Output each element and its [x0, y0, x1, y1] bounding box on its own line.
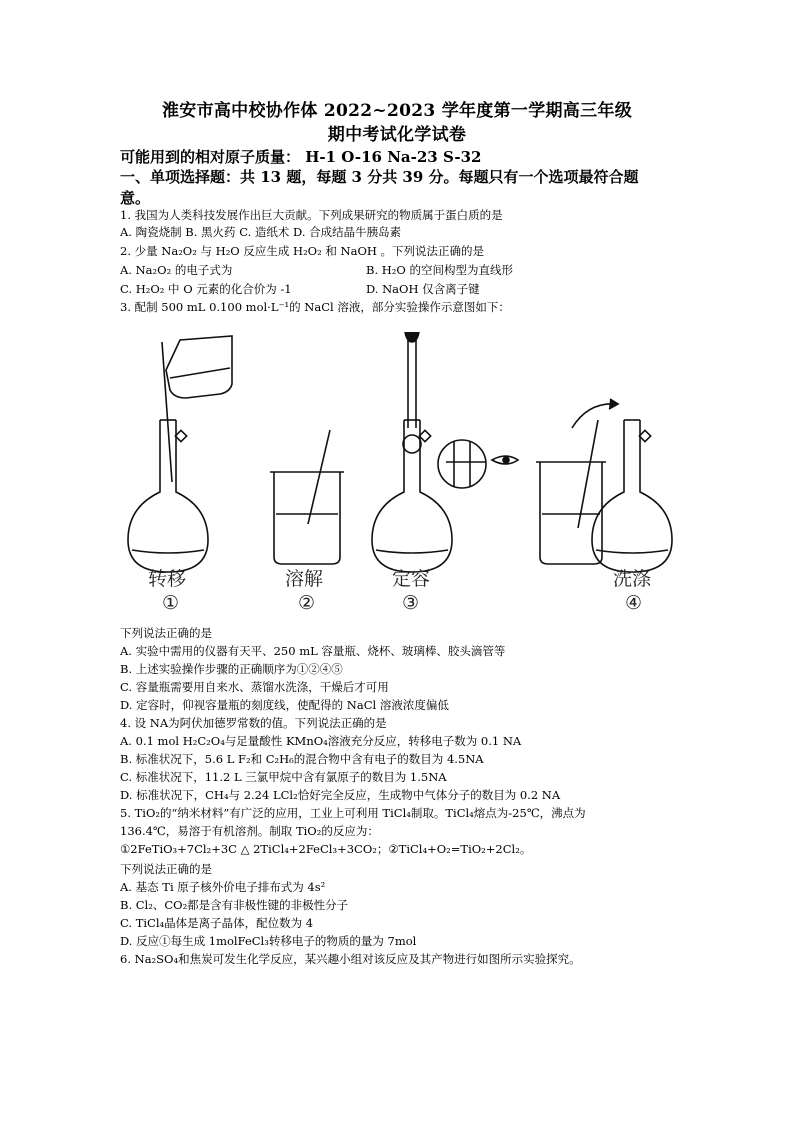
q5-stem1: 5. TiO₂的“纳米材料”有广泛的应用，工业上可利用 TiCl₄制取。TiCl₄熔点为-25℃，沸点为 — [120, 806, 586, 820]
q5-option-d: D. 反应①每生成 1molFeCl₃转移电子的物质的量为 7mol — [120, 934, 417, 948]
tilted-beaker — [166, 336, 232, 398]
q5-question: 下列说法正确的是 — [120, 862, 212, 876]
q2-stem: 2. 少量 Na₂O₂ 与 H₂O 反应生成 H₂O₂ 和 NaOH 。下列说法正确的是 — [120, 244, 485, 258]
wash-beaker — [536, 420, 606, 564]
section1-heading: 一、单项选择题：共 13 题，每题 3 分共 39 分。每题只有一个选项最符合题 — [120, 168, 639, 186]
q3-option-c: C. 容量瓶需要用自来水、蒸馏水洗涤，干燥后才可用 — [120, 680, 389, 694]
q1-stem: 1. 我国为人类科技发展作出巨大贡献。下列成果研究的物质属于蛋白质的是 — [120, 208, 503, 222]
q2-option-c: C. H₂O₂ 中 O 元素的化合价为 -1 — [120, 282, 292, 296]
q4-option-a: A. 0.1 mol H₂C₂O₄与足量酸性 KMnO₄溶液充分反应，转移电子数为 0.1 NA — [120, 734, 522, 748]
q5-equations: ①2FeTiO₃+7Cl₂+3C △ 2TiCl₄+2FeCl₃+3CO₂；②TiCl₄+O₂=TiO₂+2Cl₂。 — [120, 842, 532, 856]
dissolve-beaker — [270, 430, 344, 564]
q1-options: A. 陶瓷烧制 B. 黑火药 C. 造纸术 D. 合成结晶牛胰岛素 — [120, 225, 402, 239]
q3-stem: 3. 配制 500 mL 0.100 mol·L⁻¹的 NaCl 溶液，部分实验操作示意图如下： — [120, 300, 510, 314]
q5-stem2: 136.4℃，易溶于有机溶剂。制取 TiO₂的反应为： — [120, 824, 379, 838]
magnifier — [438, 440, 518, 488]
q2-option-d: D. NaOH 仅含离子键 — [366, 282, 480, 296]
label-wash: 洗涤 — [613, 568, 652, 590]
q5-option-c: C. TiCl₄晶体是离子晶体，配位数为 4 — [120, 916, 314, 930]
glass-rod — [162, 342, 172, 482]
q6-stem: 6. Na₂SO₄和焦炭可发生化学反应，某兴趣小组对该反应及其产物进行如图所示实验探究。 — [120, 952, 581, 966]
q3-question: 下列说法正确的是 — [120, 626, 212, 640]
num-4: ④ — [625, 592, 643, 614]
q2-option-b: B. H₂O 的空间构型为直线形 — [366, 263, 513, 277]
section1-heading-cont: 意。 — [120, 189, 151, 207]
exam-title-line1: 淮安市高中校协作体 2022~2023 学年度第一学期高三年级 — [161, 101, 632, 121]
q5-option-b: B. Cl₂、CO₂都是含有非极性键的非极性分子 — [120, 898, 349, 912]
transfer-flask — [128, 420, 208, 572]
q4-option-d: D. 标准状况下，CH₄与 2.24 LCl₂恰好完全反应，生成物中气体分子的数目为 0.2 NA — [120, 788, 561, 802]
q4-option-c: C. 标准状况下，11.2 L 三氯甲烷中含有氯原子的数目为 1.5NA — [120, 770, 447, 784]
q3-figure — [120, 332, 676, 620]
q4-stem: 4. 设 NA为阿伏加德罗常数的值。下列说法正确的是 — [120, 716, 387, 730]
q2-option-a: A. Na₂O₂ 的电子式为 — [120, 263, 233, 277]
q4-option-b: B. 标准状况下，5.6 L F₂和 C₂H₆的混合物中含有电子的数目为 4.5NA — [120, 752, 484, 766]
q3-option-a: A. 实验中需用的仪器有天平、250 mL 容量瓶、烧杯、玻璃棒、胶头滴管等 — [120, 644, 506, 658]
q5-option-a: A. 基态 Ti 原子核外价电子排布式为 4s² — [120, 880, 326, 894]
num-1: ① — [162, 592, 180, 614]
num-2: ② — [298, 592, 316, 614]
num-3: ③ — [402, 592, 420, 614]
exam-title-line2: 期中考试化学试卷 — [327, 125, 467, 145]
q3-option-d: D. 定容时，仰视容量瓶的刻度线，使配得的 NaCl 溶液浓度偏低 — [120, 698, 449, 712]
label-transfer: 转移 — [148, 568, 187, 590]
dropper — [405, 332, 419, 428]
q3-option-b: B. 上述实验操作步骤的正确顺序为①②④⑤ — [120, 662, 343, 676]
label-makeup: 定容 — [392, 568, 431, 590]
label-dissolve: 溶解 — [285, 568, 324, 590]
wash-flask — [592, 420, 672, 572]
makeup-flask — [372, 420, 452, 572]
atomic-masses: 可能用到的相对原子质量： H-1 O-16 Na-23 S-32 — [120, 148, 482, 166]
